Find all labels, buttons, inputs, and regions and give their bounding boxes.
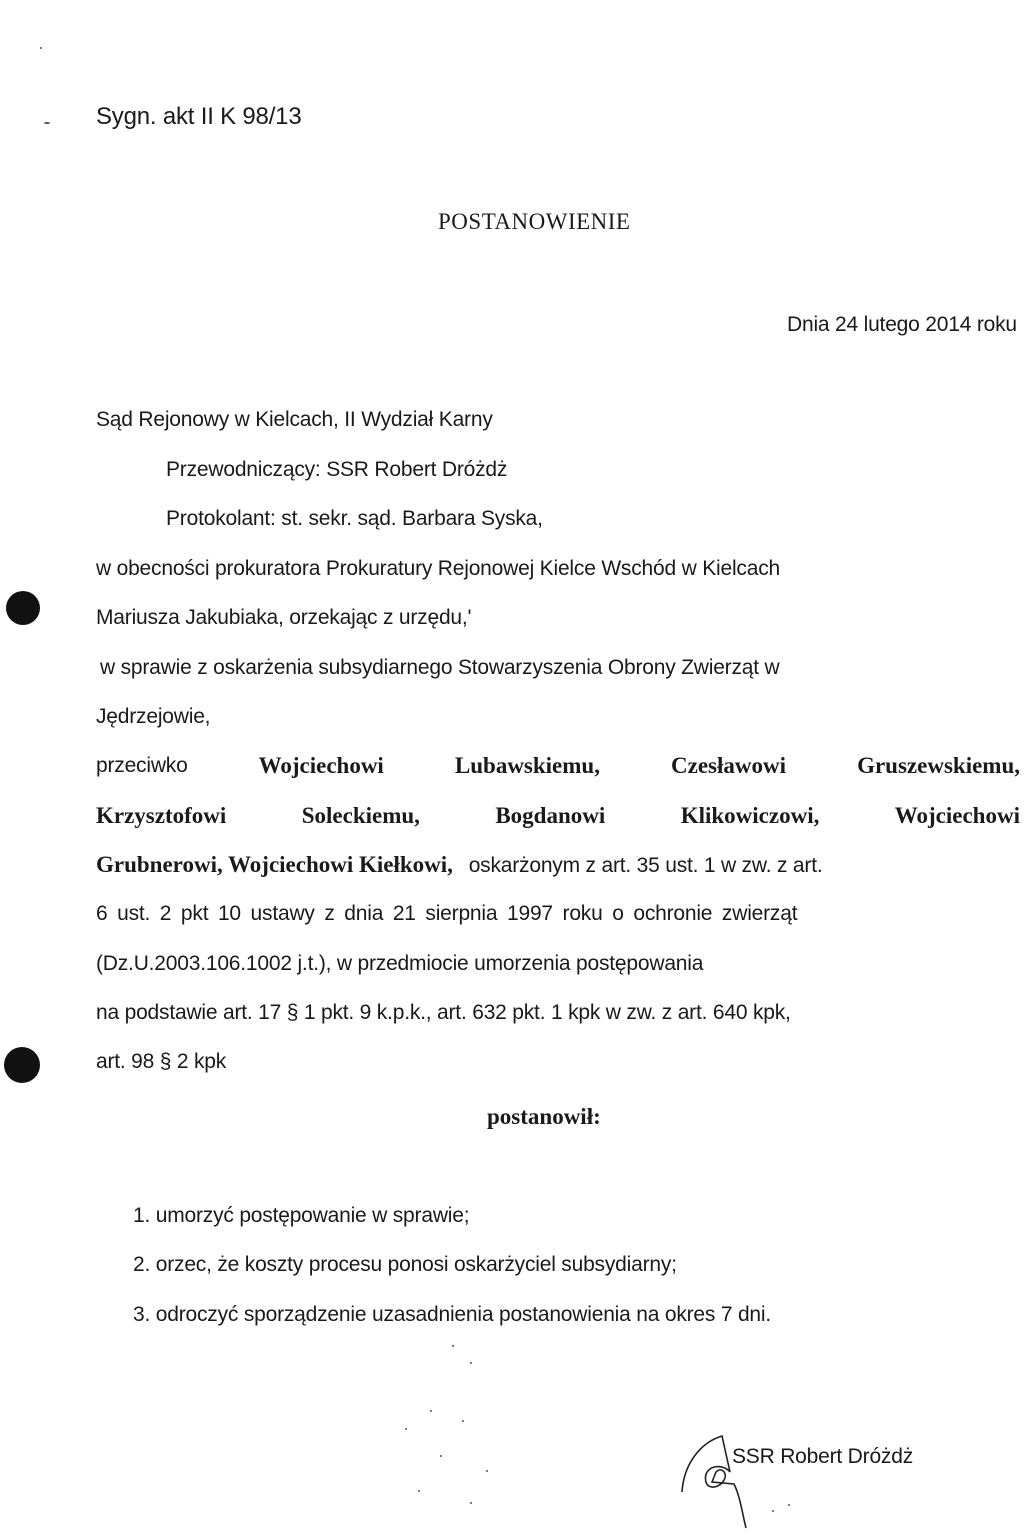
scan-speck <box>788 1504 790 1506</box>
scan-speck <box>772 1510 774 1512</box>
defendant-name: Lubawskiemu, <box>454 753 600 778</box>
against-prefix: przeciwko <box>96 754 188 777</box>
punch-hole-top <box>6 591 40 625</box>
document-date: Dnia 24 lutego 2014 roku <box>787 313 1017 336</box>
scan-speck <box>470 1502 472 1504</box>
scan-speck <box>418 1490 420 1492</box>
case-line-1: w sprawie z oskarżenia subsydiarnego Stowarzyszenia Obrony Zwierząt w <box>100 656 780 679</box>
court-name: Sąd Rejonowy w Kielcach, II Wydział Karny <box>96 408 493 431</box>
case-signature: Sygn. akt II K 98/13 <box>96 103 302 130</box>
scan-speck <box>452 1345 454 1347</box>
basis-line-2: art. 98 § 2 kpk <box>96 1050 227 1073</box>
defendant-name: Wojciechowi <box>258 753 384 778</box>
punch-hole-bottom <box>4 1047 40 1083</box>
defendant-name: Soleckiemu, <box>301 803 420 828</box>
scan-speck <box>44 122 50 124</box>
ruling-3: 3. odroczyć sporządzenie uzasadnienia postanowienia na okres 7 dni. <box>133 1303 772 1326</box>
defendant-name: Klikowiczowi, <box>680 803 820 828</box>
ruling-2: 2. orzec, że koszty procesu ponosi oskarżyciel subsydiarny; <box>133 1253 677 1276</box>
defendant-name: Czesławowi <box>671 753 787 778</box>
scan-speck <box>462 1420 464 1422</box>
defendant-name: Wojciechowi <box>894 803 1020 828</box>
court-clerk: Protokolant: st. sekr. sąd. Barbara Syska, <box>166 507 543 530</box>
defendant-name: Krzysztofowi <box>96 803 227 828</box>
scan-speck <box>430 1410 432 1412</box>
case-line-2: Jędrzejowie, <box>96 705 211 728</box>
law-line-1: 6 ust. 2 pkt 10 ustawy z dnia 21 sierpnia 1997 roku o ochronie zwierząt <box>96 902 798 925</box>
document-title: POSTANOWIENIE <box>438 209 631 234</box>
defendants-line-3 <box>96 851 822 880</box>
scan-speck <box>470 1362 472 1364</box>
presiding-judge: Przewodniczący: SSR Robert Dróżdż <box>166 458 508 481</box>
defendant-name: Gruszewskiemu, <box>857 753 1020 778</box>
prosecutor-line-1: w obecności prokuratora Prokuratury Rejonowej Kielce Wschód w Kielcach <box>96 557 780 580</box>
scan-speck <box>40 47 42 49</box>
scan-speck <box>440 1455 442 1457</box>
scan-speck <box>486 1470 488 1472</box>
defendant-name: Bogdanowi <box>495 803 606 828</box>
defendants-line-2 <box>96 802 1020 830</box>
basis-line-1: na podstawie art. 17 § 1 pkt. 9 k.p.k., art. 632 pkt. 1 kpk w zw. z art. 640 kpk, <box>96 1001 791 1024</box>
ruling-1: 1. umorzyć postępowanie w sprawie; <box>133 1204 470 1227</box>
decision-heading: postanowił: <box>487 1104 601 1129</box>
defendants-line-1 <box>96 752 1020 780</box>
charge-start: oskarżonym z art. 35 ust. 1 w zw. z art. <box>468 854 823 877</box>
law-line-2: (Dz.U.2003.106.1002 j.t.), w przedmiocie umorzenia postępowania <box>96 952 704 975</box>
prosecutor-line-2: Mariusza Jakubiaka, orzekając z urzędu,' <box>96 606 472 629</box>
scan-speck <box>405 1428 407 1430</box>
signed-by: SSR Robert Dróżdż <box>732 1445 913 1468</box>
defendant-name: Grubnerowi, Wojciechowi Kiełkowi, <box>96 852 453 877</box>
